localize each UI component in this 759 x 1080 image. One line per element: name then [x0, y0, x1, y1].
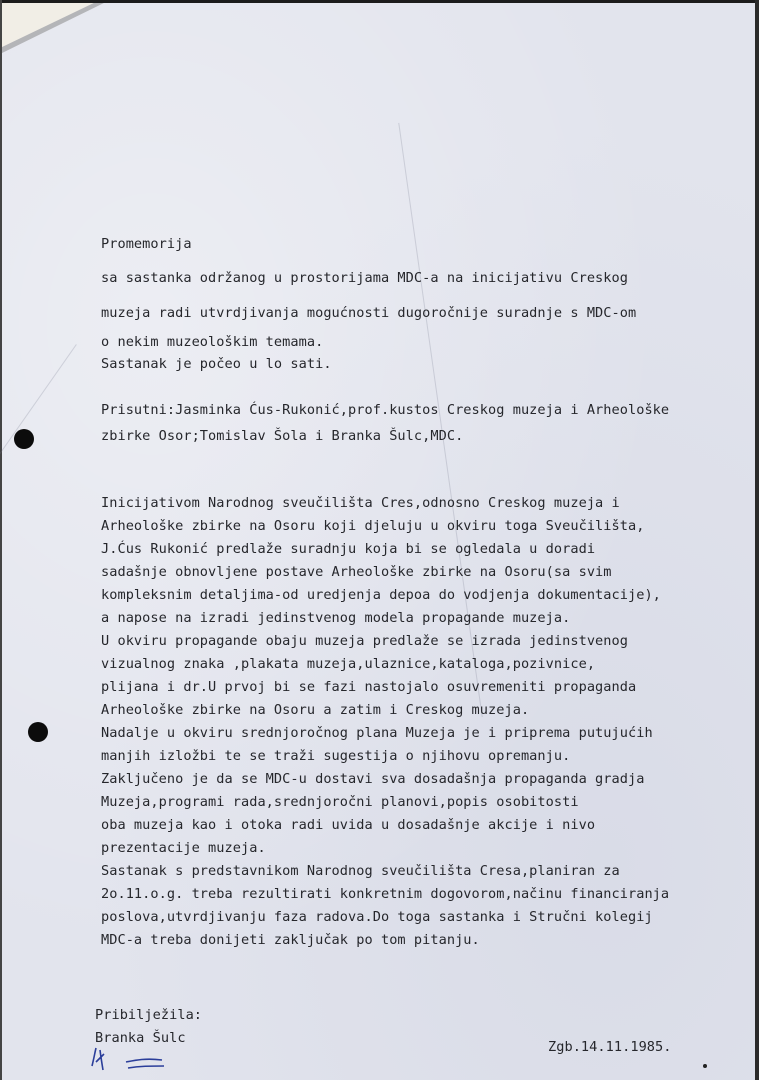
- signature-label: Pribilježila:: [95, 1007, 203, 1023]
- body-line: poslova,utvrdjivanju faza radova.Do toga sastanka i Stručni kolegij: [101, 909, 653, 925]
- body-line: Arheološke zbirke na Osoru koji djeluju u okviru toga Sveučilišta,: [101, 518, 645, 534]
- scan-edge-top: [0, 0, 759, 3]
- body-line: oba muzeja kao i otoka radi uvida u dosadašnje akcije i nivo: [101, 817, 596, 833]
- body-line: J.Ćus Rukonić predlaže suradnju koja bi se ogledala u doradi: [101, 541, 596, 557]
- intro-line: muzeja radi utvrdjivanja mogućnosti dugoročnije suradnje s MDC-om: [101, 305, 637, 321]
- body-line: Arheološke zbirke na Osoru a zatim i Creskog muzeja.: [101, 702, 530, 718]
- body-line: kompleksnim detaljima-od uredjenja depoa do vodjenja dokumentacije),: [101, 587, 661, 603]
- attendees-line: zbirke Osor;Tomislav Šola i Branka Šulc,MDC.: [101, 428, 464, 444]
- body-line: vizualnog znaka ,plakata muzeja,ulaznice,kataloga,pozivnice,: [101, 656, 596, 672]
- body-line: prezentacije muzeja.: [101, 840, 266, 856]
- paper-crease: [398, 123, 482, 717]
- handwritten-initials: [86, 1044, 166, 1072]
- paper-crease: [0, 344, 77, 476]
- intro-line: o nekim muzeološkim temama.: [101, 334, 324, 350]
- date-place: Zgb.14.11.1985.: [548, 1039, 672, 1055]
- body-line: Muzeja,programi rada,srednjoročni planovi,popis osobitosti: [101, 794, 579, 810]
- signature-name: Branka Šulc: [95, 1030, 186, 1046]
- punch-hole-bottom: [28, 722, 48, 742]
- attendees-line: Prisutni:Jasminka Ćus-Rukonić,prof.kustos Creskog muzeja i Arheološke: [101, 402, 670, 418]
- body-line: sadašnje obnovljene postave Arheološke zbirke na Osoru(sa svim: [101, 564, 612, 580]
- document-title: Promemorija: [101, 236, 192, 252]
- body-line: a napose na izradi jedinstvenog modela propagande muzeja.: [101, 610, 571, 626]
- body-line: MDC-a treba donijeti zaključak po tom pitanju.: [101, 932, 480, 948]
- body-line: Nadalje u okviru srednjoročnog plana Muzeja je i priprema putujućih: [101, 725, 653, 741]
- body-line: Inicijativom Narodnog sveučilišta Cres,odnosno Creskog muzeja i: [101, 495, 620, 511]
- body-line: Zaključeno je da se MDC-u dostavi sva dosadašnja propaganda gradja: [101, 771, 645, 787]
- scan-edge-left: [0, 0, 2, 1080]
- body-line: U okviru propagande obaju muzeja predlaže se izrada jedinstvenog: [101, 633, 628, 649]
- body-line: plijana i dr.U prvoj bi se fazi nastojalo osuvremeniti propaganda: [101, 679, 637, 695]
- punch-hole-top: [14, 429, 34, 449]
- ink-dot: [703, 1064, 707, 1068]
- body-line: 2o.11.o.g. treba rezultirati konkretnim dogovorom,načinu financiranja: [101, 886, 670, 902]
- intro-line: Sastanak je počeo u lo sati.: [101, 356, 332, 372]
- body-line: manjih izložbi te se traži sugestija o njihovu opremanju.: [101, 748, 571, 764]
- folded-corner: [0, 0, 100, 48]
- body-line: Sastanak s predstavnikom Narodnog sveučilišta Cresa,planiran za: [101, 863, 620, 879]
- scan-edge-right: [755, 0, 759, 1080]
- intro-line: sa sastanka održanog u prostorijama MDC-a na inicijativu Creskog: [101, 270, 628, 286]
